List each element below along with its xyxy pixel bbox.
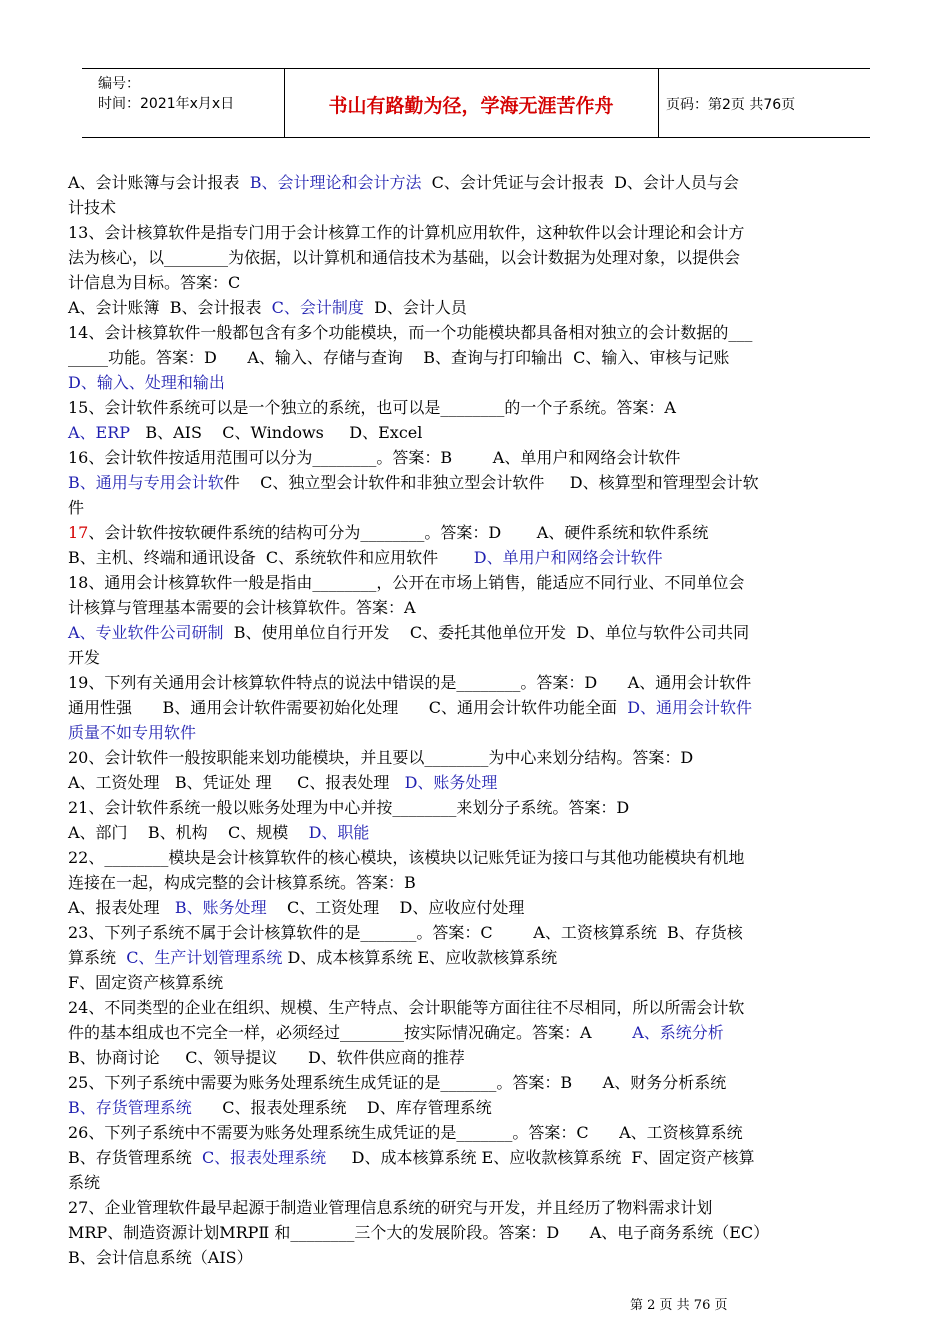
text-segment: 14、会计核算软件一般都包含有多个功能模块，而一个功能模块都具备相对独立的会计数据的___ [68, 323, 753, 342]
page-footer: 第 2 页 共 76 页 [630, 1298, 728, 1313]
text-segment: 开发 [68, 648, 101, 667]
text-line [68, 620, 888, 645]
text-segment: 质量不如专用软件 [68, 723, 197, 742]
text-segment: 25、下列子系统中需要为账务处理系统生成凭证的是_______。答案：B A、财务分析系统 [68, 1073, 727, 1092]
text-segment: C、会计制度 [271, 298, 364, 317]
text-segment: A、系统分析 [632, 1023, 724, 1042]
text-segment: D、成本核算系统 E、应收款核算系统 [282, 948, 558, 967]
text-line [68, 1045, 888, 1070]
text-segment: A、会计账簿与会计报表 [68, 173, 250, 192]
text-line [68, 495, 888, 520]
text-line [68, 1120, 888, 1145]
text-segment: 24、不同类型的企业在组织、规模、生产特点、会计职能等方面往往不尽相同，所以所需会计软 [68, 998, 745, 1017]
text-line [68, 1020, 888, 1045]
text-segment: 13、会计核算软件是指专门用于会计核算工作的计算机应用软件，这种软件以会计理论和会计方 [68, 223, 745, 242]
text-line [68, 1245, 888, 1270]
text-line [68, 970, 888, 995]
text-segment: D、职能 [308, 823, 370, 842]
text-segment: 、会计软件按软硬件系统的结构可分为________。答案：D A、硬件系统和软件系统 [88, 523, 709, 542]
text-segment: 计核算与管理基本需要的会计核算软件。答案：A [68, 598, 416, 617]
text-segment: B、使用单位自行开发 C、委托其他单位开发 D、单位与软件公司共同 [223, 623, 750, 642]
text-segment: 16、会计软件按适用范围可以分为________。答案：B A、单用户和网络会计软件 [68, 448, 681, 467]
text-segment: D、会计人员 [363, 298, 467, 317]
text-segment: 15、会计软件系统可以是一个独立的系统，也可以是________的一个子系统。答案：A [68, 398, 676, 417]
text-segment: 27、企业管理软件最早起源于制造业管理信息系统的研究与开发，并且经历了物料需求计划 [68, 1198, 713, 1217]
text-segment: C、报表处理系统 D、库存管理系统 [191, 1098, 492, 1117]
text-segment: 21、会计软件系统一般以账务处理为中心并按________来划分子系统。答案：D [68, 798, 630, 817]
text-segment: 计信息为目标。答案：C [68, 273, 241, 292]
text-line [68, 670, 888, 695]
text-segment: B、会计理论和会计方法 [249, 173, 422, 192]
time-label: 时间：2021年x月x日 [98, 96, 235, 112]
text-segment: 19、下列有关通用会计核算软件特点的说法中错误的是________。答案：D A、通用会计软件 [68, 673, 752, 692]
page-header [82, 68, 870, 138]
text-line [68, 945, 888, 970]
text-line [68, 595, 888, 620]
text-line [68, 1170, 888, 1195]
text-segment: 18、通用会计核算软件一般是指由________，公开在市场上销售，能适应不同行业、不同单位会 [68, 573, 745, 592]
text-segment: A、会计账簿 B、会计报表 [68, 298, 272, 317]
header-page-number: 页码：第2页 共76页 [666, 97, 796, 113]
text-line [68, 1070, 888, 1095]
text-segment: 算系统 [68, 948, 127, 967]
text-segment: 22、________模块是会计核算软件的核心模块，该模块以记账凭证为接口与其他功能模块有机地 [68, 848, 745, 867]
text-segment: C、会计凭证与会计报表 D、会计人员与会 [421, 173, 739, 192]
text-segment: 20、会计软件一般按职能来划功能模块，并且要以________为中心来划分结构。答案：D [68, 748, 694, 767]
text-line [68, 1220, 888, 1245]
text-line [68, 245, 888, 270]
text-segment: D、通用会计软件 [627, 698, 753, 717]
text-segment: D、单用户和网络会计软件 [473, 548, 663, 567]
text-segment: 件 [68, 498, 85, 517]
text-segment: C、工资处理 D、应收应付处理 [266, 898, 525, 917]
text-segment: A、报表处理 [68, 898, 175, 917]
text-line [68, 695, 888, 720]
text-segment: _____功能。答案：D A、输入、存储与查询 B、查询与打印输出 C、输入、审核与记账 [68, 348, 730, 367]
text-segment: B、主机、终端和通讯设备 C、系统软件和应用软件 [68, 548, 474, 567]
text-segment: 件的基本组成也不完全一样，必须经过________按实际情况确定。答案：A [68, 1023, 633, 1042]
text-line [68, 320, 888, 345]
text-line [68, 820, 888, 845]
text-line [68, 445, 888, 470]
text-line [68, 1145, 888, 1170]
text-segment: F、固定资产核算系统 [68, 973, 224, 992]
text-segment: 连接在一起，构成完整的会计核算系统。答案：B [68, 873, 416, 892]
text-segment: 系统 [68, 1173, 101, 1192]
text-line [68, 645, 888, 670]
text-line [68, 770, 888, 795]
text-line [68, 170, 888, 195]
text-line [68, 745, 888, 770]
text-segment: B、通用与专用会计软 [68, 473, 224, 492]
text-line [68, 995, 888, 1020]
text-segment: B、AIS C、Windows D、Excel [130, 423, 423, 442]
text-segment: B、存货管理系统 [68, 1148, 202, 1167]
text-segment: 件 C、独立型会计软件和非独立型会计软件 D、核算型和管理型会计软 [223, 473, 759, 492]
text-segment: C、报表处理系统 [201, 1148, 327, 1167]
header-motto: 书山有路勤为径，学海无涯苦作舟 [328, 95, 614, 117]
text-line [68, 920, 888, 945]
text-line [68, 520, 888, 545]
text-line [68, 1095, 888, 1120]
text-line [68, 420, 888, 445]
text-line [68, 220, 888, 245]
header-page-cell [658, 69, 870, 137]
header-info-cell [90, 69, 285, 137]
text-segment: A、专业软件公司研制 [68, 623, 224, 642]
text-line [68, 195, 888, 220]
text-segment: 23、下列子系统不属于会计核算软件的是_______。答案：C A、工资核算系统 B、存货核 [68, 923, 743, 942]
text-segment: 计技术 [68, 198, 117, 217]
text-segment: D、输入、处理和输出 [68, 373, 225, 392]
text-segment: 26、下列子系统中不需要为账务处理系统生成凭证的是_______。答案：C A、工资核算系统 [68, 1123, 743, 1142]
text-segment: A、工资处理 B、凭证处 理 C、报表处理 [68, 773, 405, 792]
text-line [68, 720, 888, 745]
text-segment: C、生产计划管理系统 [126, 948, 283, 967]
text-line [68, 545, 888, 570]
text-segment: 17 [68, 523, 89, 542]
text-segment: B、存货管理系统 [68, 1098, 192, 1117]
header-motto-cell [284, 69, 659, 137]
text-line [68, 295, 888, 320]
text-segment: A、部门 B、机构 C、规模 [68, 823, 309, 842]
text-line [68, 370, 888, 395]
text-line [68, 795, 888, 820]
text-line [68, 845, 888, 870]
text-line [68, 570, 888, 595]
text-segment: B、会计信息系统（AIS） [68, 1248, 253, 1267]
text-line [68, 345, 888, 370]
number-label: 编号： [98, 76, 140, 92]
text-line [68, 895, 888, 920]
text-segment: 法为核心，以________为依据，以计算机和通信技术为基础，以会计数据为处理对象，以提供会 [68, 248, 741, 267]
text-segment: MRP、制造资源计划MRPⅡ 和________三个大的发展阶段。答案：D A、电子商务系统（EC） [68, 1223, 770, 1242]
document-body [68, 170, 888, 1270]
text-segment: 通用性强 B、通用会计软件需要初始化处理 C、通用会计软件功能全面 [68, 698, 628, 717]
text-segment: B、账务处理 [174, 898, 267, 917]
text-segment: D、成本核算系统 E、应收款核算系统 F、固定资产核算 [326, 1148, 755, 1167]
text-line [68, 470, 888, 495]
text-line [68, 270, 888, 295]
text-segment: B、协商讨论 C、领导提议 D、软件供应商的推荐 [68, 1048, 465, 1067]
text-segment: D、账务处理 [404, 773, 498, 792]
text-line [68, 395, 888, 420]
text-line [68, 870, 888, 895]
text-line [68, 1195, 888, 1220]
text-segment: A、ERP [68, 423, 131, 442]
